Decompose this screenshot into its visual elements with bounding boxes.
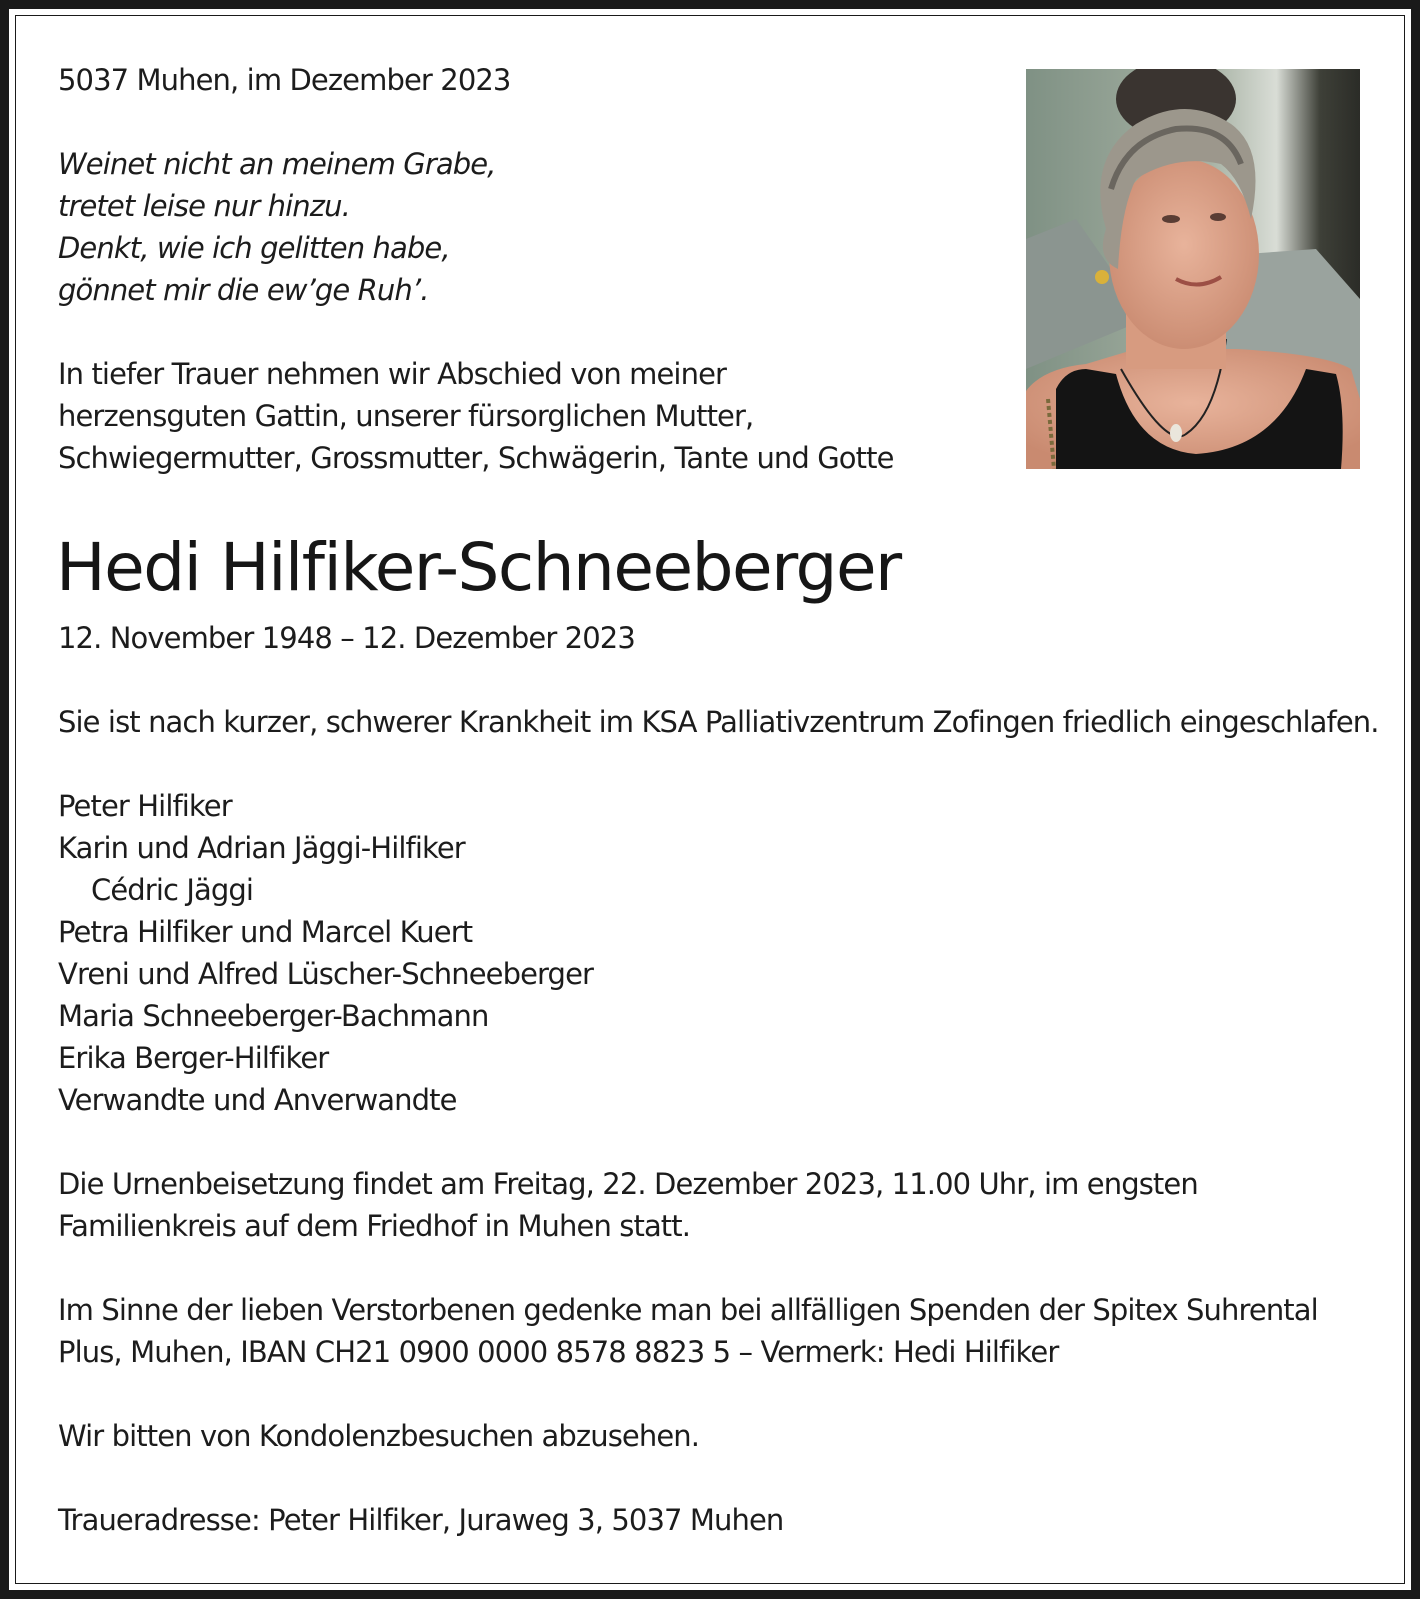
verse-line: gönnet mir die ew’ge Ruh’. [58,273,429,307]
verse-line: Denkt, wie ich gelitten habe, [58,231,450,265]
mourner-entry: Erika Berger-Hilfiker [58,1041,329,1075]
donation-line: Plus, Muhen, IBAN CH21 0900 0000 8578 8823 5 – Vermerk: Hedi Hilfiker [58,1335,1059,1369]
mourner-entry: Vreni und Alfred Lüscher-Schneeberger [58,957,594,991]
mourner-entry: Cédric Jäggi [91,873,254,907]
intro-line: herzensguten Gattin, unserer fürsorglichen Mutter, [58,399,754,433]
donation-line: Im Sinne der lieben Verstorbenen gedenke man bei allfälligen Spenden der Spitex Suhrental [58,1293,1318,1327]
mourner-entry: Karin und Adrian Jäggi-Hilfiker [58,831,465,865]
place-date: 5037 Muhen, im Dezember 2023 [58,63,511,97]
mourner-entry: Maria Schneeberger-Bachmann [58,999,489,1033]
death-note: Sie ist nach kurzer, schwerer Krankheit im KSA Palliativzentrum Zofingen friedlich eingeschlafen. [58,705,1379,739]
funeral-line: Die Urnenbeisetzung findet am Freitag, 22. Dezember 2023, 11.00 Uhr, im engsten [58,1167,1198,1201]
mourner-entry: Peter Hilfiker [58,789,232,823]
intro-line: Schwiegermutter, Grossmutter, Schwägerin, Tante und Gotte [58,441,894,475]
mourner-entry: Petra Hilfiker und Marcel Kuert [58,915,473,949]
mourning-address: Traueradresse: Peter Hilfiker, Juraweg 3, 5037 Muhen [58,1503,784,1537]
mourner-entry: Verwandte und Anverwandte [58,1083,457,1117]
condolence-note: Wir bitten von Kondolenzbesuchen abzusehen. [58,1419,700,1453]
portrait-photo [1026,69,1360,469]
verse-line: tretet leise nur hinzu. [58,189,350,223]
verse-line: Weinet nicht an meinem Grabe, [58,147,496,181]
intro-line: In tiefer Trauer nehmen wir Abschied von meiner [58,357,727,391]
deceased-name: Hedi Hilfiker-Schneeberger [56,529,901,606]
funeral-line: Familienkreis auf dem Friedhof in Muhen statt. [58,1209,691,1243]
life-dates: 12. November 1948 – 12. Dezember 2023 [58,621,635,655]
